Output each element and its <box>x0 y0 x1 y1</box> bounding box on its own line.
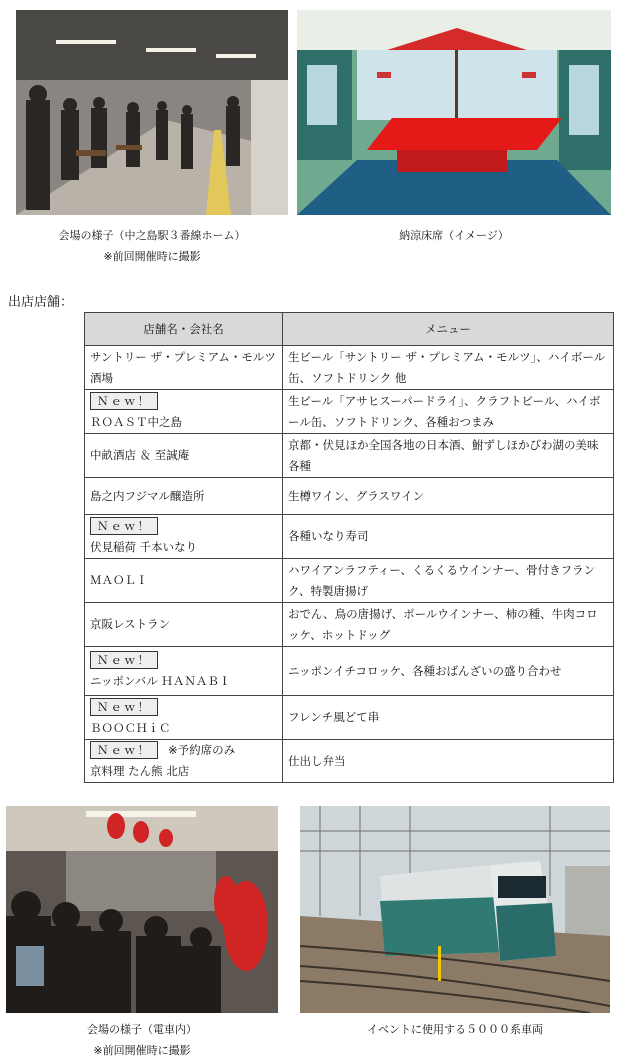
menu-cell: 京都・伏見ほか全国各地の日本酒、鮒ずしほかびわ湖の美味各種 <box>283 434 614 478</box>
shop-name: サントリー ザ・プレミアム・モルツ酒場 <box>90 349 276 385</box>
shop-name-cell <box>85 603 283 647</box>
caption-train-interior-note: ※前回開催時に撮影 <box>93 1044 191 1057</box>
shop-name-cell <box>85 647 283 696</box>
menu-cell: ニッポンイチコロッケ、各種おばんざいの盛り合わせ <box>283 647 614 696</box>
menu-cell: 生ビール「サントリー ザ・プレミアム・モルツ」、ハイボール缶、ソフトドリンク 他 <box>283 346 614 390</box>
new-badge-line <box>90 650 277 671</box>
table-row <box>85 647 614 696</box>
menu-cell: 各種いなり寿司 <box>283 515 614 559</box>
new-badge: Ｎｅｗ！ <box>90 651 158 669</box>
shop-name-cell <box>85 434 283 478</box>
table-row <box>85 603 614 647</box>
shop-name: ＭＡＯＬＩ <box>90 573 148 587</box>
shop-name: ニッポンバル ＨＡＮＡＢＩ <box>90 674 231 688</box>
shop-name-cell <box>85 559 283 603</box>
table-row <box>85 696 614 740</box>
caption-kawayuka-seat: 納涼床席（イメージ） <box>399 229 509 242</box>
new-badge-line <box>90 740 277 761</box>
photo-5000-series-train <box>300 806 610 1013</box>
menu-cell: ハワイアンラフティー、くるくるウインナー、骨付きフランク、特製唐揚げ <box>283 559 614 603</box>
table-header-row <box>85 313 614 346</box>
shops-table <box>84 312 614 783</box>
table-row <box>85 478 614 515</box>
new-badge: Ｎｅｗ！ <box>90 741 158 759</box>
menu-cell: おでん、鳥の唐揚げ、ポールウインナー、柿の種、牛肉コロッケ、ホットドッグ <box>283 603 614 647</box>
photo-train-interior <box>6 806 278 1013</box>
shop-name: 伏見稲荷 千本いなり <box>90 539 198 554</box>
shop-name: 島之内フジマル醸造所 <box>90 488 205 503</box>
table-row <box>85 434 614 478</box>
shop-name: 京阪レストラン <box>90 617 171 631</box>
table-row <box>85 390 614 434</box>
new-badge-line <box>90 391 277 412</box>
shop-name-cell <box>85 740 283 783</box>
caption-platform-venue: 会場の様子（中之島駅３番線ホーム） <box>58 229 246 242</box>
caption-platform-note: ※前回開催時に撮影 <box>103 250 201 263</box>
new-badge-line <box>90 516 277 537</box>
new-badge: Ｎｅｗ！ <box>90 392 158 410</box>
shop-name-cell <box>85 696 283 740</box>
shop-name-cell <box>85 346 283 390</box>
header-menu: メニュー <box>283 313 614 346</box>
shop-name: 京料理 たん熊 北店 <box>90 764 190 778</box>
shop-name: ＲＯＡＳＴ中之島 <box>90 414 182 429</box>
photo-platform-venue <box>16 10 288 215</box>
shop-name: ＢＯＯＣＨｉＣ <box>90 720 171 735</box>
new-badge: Ｎｅｗ！ <box>90 517 158 535</box>
table-row <box>85 740 614 783</box>
menu-cell: 仕出し弁当 <box>283 740 614 783</box>
new-badge: Ｎｅｗ！ <box>90 698 158 716</box>
shop-name: 中畝酒店 ＆ 至誠庵 <box>90 448 190 462</box>
shop-name-cell <box>85 478 283 515</box>
menu-cell: 生樽ワイン、グラスワイン <box>283 478 614 515</box>
caption-train-interior: 会場の様子（電車内） <box>87 1023 197 1036</box>
photo-kawayuka-seat <box>297 10 611 215</box>
reservation-note: ※予約席のみ <box>168 743 236 757</box>
header-shop-name: 店舗名・会社名 <box>85 313 283 346</box>
table-row <box>85 559 614 603</box>
menu-cell: 生ビール「アサヒスーパードライ」、クラフトビール、ハイボール缶、ソフトドリンク、各種おつまみ <box>283 390 614 434</box>
shop-name-cell <box>85 515 283 559</box>
caption-5000-series-train: イベントに使用する５０００系車両 <box>367 1023 543 1036</box>
shop-name-cell <box>85 390 283 434</box>
menu-cell: フレンチ風どて串 <box>283 696 614 740</box>
section-label-shops: 出店店舗： <box>8 295 74 310</box>
new-badge-line <box>90 697 277 718</box>
table-row <box>85 346 614 390</box>
table-row <box>85 515 614 559</box>
